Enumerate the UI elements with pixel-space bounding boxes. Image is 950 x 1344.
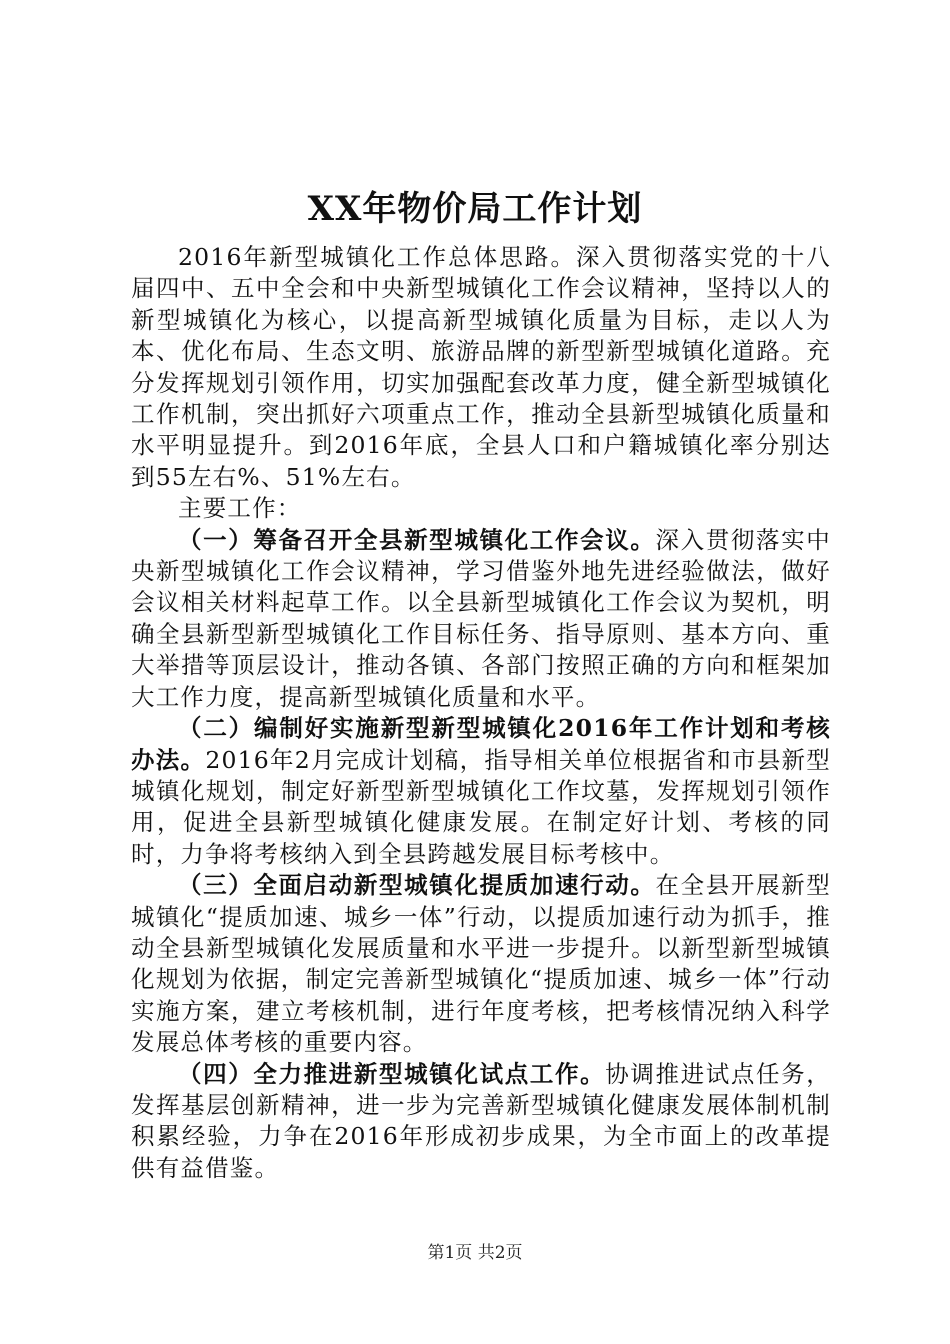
work-item-text: 在全县开展新型城镇化“提质加速、城乡一体”行动，以提质加速行动为抓手，推动全县新型城镇化发展质量和水平进一步提升。以新型新型城镇化规划为依据，制定完善新型城镇化“提质加速、城乡一体”行动实施方案，建立考核机制，进行年度考核，把考核情况纳入科学发展总体考核的重要内容。: [131, 871, 831, 1057]
work-item-2: [131, 713, 831, 870]
work-item-heading: （三）全面启动新型城镇化提质加速行动。: [178, 871, 656, 900]
work-item-text: 2016年2月完成计划稿，指导相关单位根据省和市县新型城镇化规划，制定好新型新型城镇化工作坟墓，发挥规划引领作用，促进全县新型城镇化健康发展。在制定好计划、考核的同时，力争将考核纳入到全县跨越发展目标考核中。: [131, 745, 831, 868]
work-item-heading: （四）全力推进新型城镇化试点工作。: [178, 1059, 606, 1088]
work-item-1: [131, 525, 831, 713]
work-item-text: 深入贯彻落实中央新型城镇化工作会议精神，学习借鉴外地先进经验做法，做好会议相关材料起草工作。以全县新型城镇化工作会议为契机，明确全县新型新型城镇化工作目标任务、指导原则、基本方向、重大举措等顶层设计，推动各镇、各部门按照正确的方向和框架加大工作力度，提高新型城镇化质量和水平。: [131, 525, 831, 711]
work-item-heading: （一）筹备召开全县新型城镇化工作会议。: [178, 525, 656, 554]
intro-paragraph: 2016年新型城镇化工作总体思路。深入贯彻落实党的十八届四中、五中全会和中央新型城镇化工作会议精神，坚持以人的新型城镇化为核心，以提高新型城镇化质量为目标，走以人为本、优化布局、生态文明、旅游品牌的新型新型城镇化道路。充分发挥规划引领作用，切实加强配套改革力度，健全新型城镇化工作机制，突出抓好六项重点工作，推动全县新型城镇化质量和水平明显提升。到2016年底，全县人口和户籍城镇化率分别达到55左右%、51%左右。: [131, 243, 831, 491]
document-body: [131, 242, 831, 1184]
document-title: XX年物价局工作计划: [307, 189, 643, 229]
work-item-heading: （二）编制好实施新型新型城镇化2016年工作计划和考核办法。: [131, 714, 831, 774]
work-item-3: [131, 870, 831, 1058]
work-item-text: 协调推进试点任务，发挥基层创新精神，进一步为完善新型城镇化健康发展体制机制积累经验，力争在2016年形成初步成果，为全市面上的改革提供有益借鉴。: [131, 1059, 831, 1182]
main-work-label: 主要工作：: [178, 494, 302, 523]
page-footer: 第1页 共2页: [427, 1243, 523, 1263]
work-item-4: [131, 1059, 831, 1185]
